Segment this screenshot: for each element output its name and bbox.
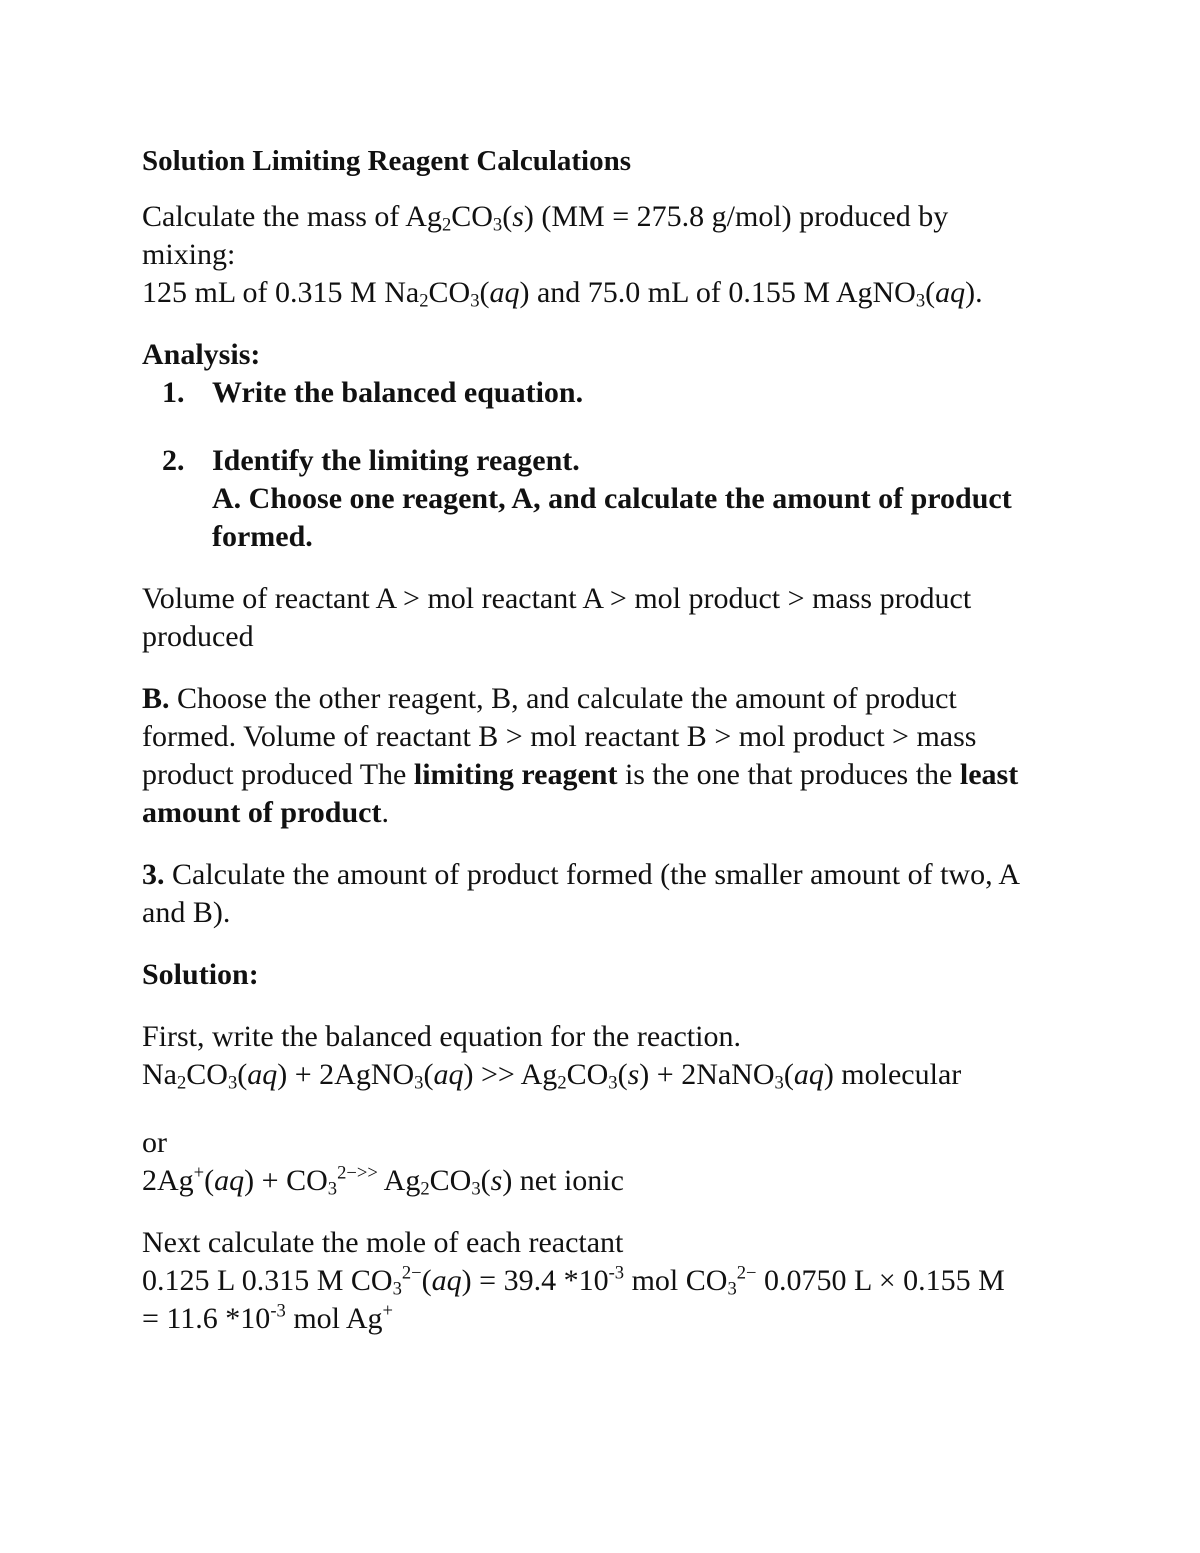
step-2: 2. Identify the limiting reagent. A. Choose one reagent, A, and calculate the amount of product formed. bbox=[162, 444, 1012, 553]
solution-intro: First, write the balanced equation for the reaction. bbox=[142, 1020, 741, 1053]
analysis-heading: Analysis: bbox=[142, 338, 261, 371]
or-label: or bbox=[142, 1126, 167, 1159]
step-1: 1. Write the balanced equation. bbox=[162, 376, 584, 409]
net-ionic-equation: $2Ag^+(aq) + CO_3^{2->>}$ $Ag_2CO_3(s)$ net ionic bbox=[142, 1162, 624, 1200]
molecular-equation: $Na_2CO_3(aq)$ + 2AgNO$_3$(aq) >> $Ag_2CO_3(s)$ + 2NaNO$_3$(aq) molecular bbox=[142, 1058, 962, 1094]
solution-heading: Solution: bbox=[142, 958, 259, 991]
analysis-steps bbox=[142, 374, 1072, 556]
problem-line-1: Calculate the mass of $Ag_2CO_3(s) (MM = 275.8$ g/mol) produced by bbox=[142, 200, 949, 236]
step-3: 3. Calculate the amount of product formed (the smaller amount of two, A and B). bbox=[142, 858, 1021, 929]
flow-a: Volume of reactant A > mol reactant A > mol product > mass product produced bbox=[142, 582, 972, 653]
calculation-line-2: = 11.6 $*10^{-3}$ mol Ag+ bbox=[142, 1300, 393, 1335]
paragraph-b: B. Choose the other reagent, B, and calculate the amount of product formed. Volume of reactant B > mol reactant B > mol product > mass product produced The limiting reagent is the one that produces the least amount of product. bbox=[142, 682, 1019, 829]
document-page bbox=[142, 142, 1072, 1338]
problem-line-3: 125 mL of 0.315 M $Na_2CO_3(aq)$ and 75.0 mL of 0.155 M AgNO$_3$(aq). bbox=[142, 276, 983, 312]
calculation-line-1: 0.125 L 0.315 M $CO_3^{2-}(aq) = 39.4$ $*10^{-3}$ mol $CO_3^{2-}$ 0.0750 L × 0.155 M bbox=[142, 1262, 1005, 1300]
page-title: Solution Limiting Reagent Calculations bbox=[142, 145, 632, 177]
next-step-text: Next calculate the mole of each reactant bbox=[142, 1226, 624, 1259]
problem-line-2: mixing: bbox=[142, 238, 236, 271]
